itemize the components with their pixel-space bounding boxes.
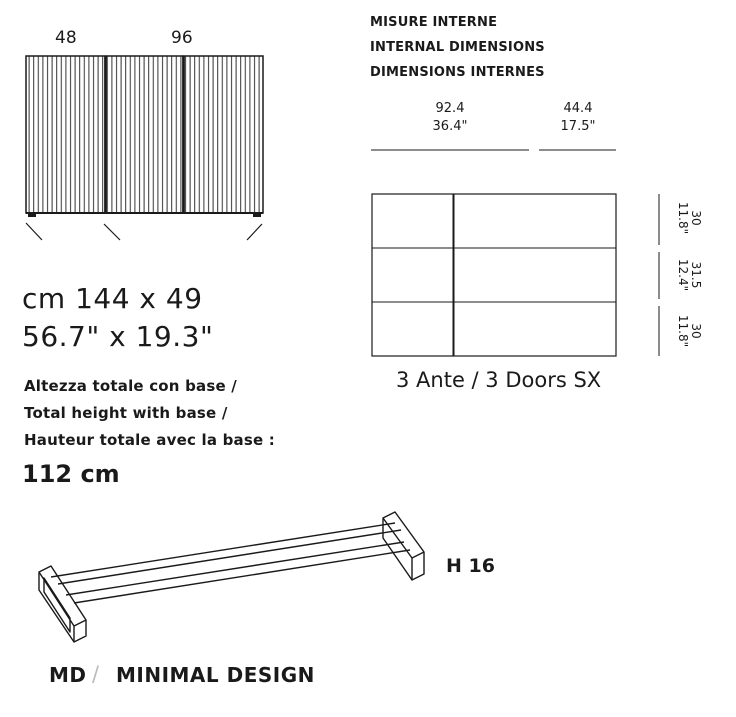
door-width-label: 48 — [55, 28, 77, 48]
size-inch: 56.7" x 19.3" — [22, 320, 214, 353]
width-right-cm: 44.4 — [563, 101, 593, 116]
brand-code: MD — [49, 663, 87, 687]
width-left-inch: 36.4" — [432, 119, 468, 134]
total-height-value: 112 cm — [22, 460, 120, 488]
heading-it: MISURE INTERNE — [370, 15, 498, 30]
width-left-cm: 92.4 — [435, 101, 465, 116]
total-height-label-it: Altezza totale con base / — [24, 377, 237, 395]
size-cm: cm 144 x 49 — [22, 282, 203, 315]
rail-bottom-2 — [74, 550, 410, 603]
height-label-middle: 31.5 12.4" — [676, 258, 703, 292]
base-height-label: H 16 — [446, 555, 495, 577]
width-right-inch: 17.5" — [560, 119, 596, 134]
layout-caption: 3 Ante / 3 Doors SX — [396, 368, 602, 392]
total-height-label-en: Total height with base / — [24, 404, 228, 422]
heading-en: INTERNAL DIMENSIONS — [370, 40, 545, 55]
double-door-width-label: 96 — [171, 28, 193, 48]
height-label-bottom: 30 11.8" — [676, 314, 703, 348]
total-height-label-fr: Hauteur totale avec la base : — [24, 431, 275, 449]
brand-name: MINIMAL DESIGN — [116, 663, 315, 687]
heading-fr: DIMENSIONS INTERNES — [370, 65, 545, 80]
height-label-top: 30 11.8" — [676, 201, 703, 235]
base-leg-left-outer — [39, 566, 86, 642]
rail-top-1 — [51, 523, 395, 577]
rail-top-2 — [58, 530, 401, 584]
rail-bottom-1 — [66, 542, 404, 595]
brand-separator: / — [92, 662, 100, 686]
